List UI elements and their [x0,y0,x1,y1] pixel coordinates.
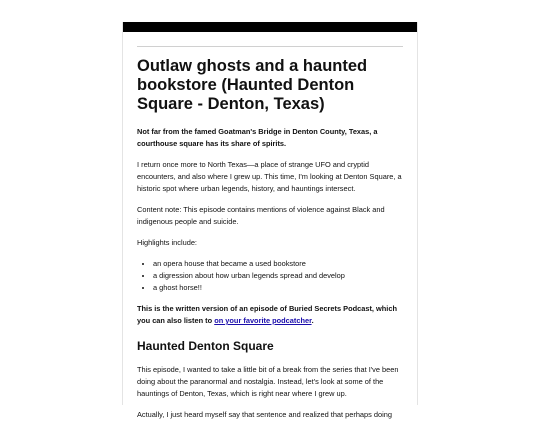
highlights-list [137,258,403,294]
section-heading: Haunted Denton Square [137,339,274,353]
header-bar [123,22,417,32]
highlights-label: Highlights include: [137,238,197,247]
podcatcher-link[interactable]: on your favorite podcatcher [214,316,312,325]
section-paragraph: Actually, I just heard myself say that sentence and realized that perhaps doing [137,410,392,419]
podcast-note-text: This is the written version of an episode of Buried Secrets Podcast, which you can also listen to [137,304,397,325]
divider [137,46,403,47]
intro-paragraph: I return once more to North Texas—a place of strange UFO and cryptid encounters, and also where I grew up. This time, I'm looking at Denton Square, a historic spot where urban legends, history, and hauntings intersect. [137,160,402,193]
list-item: • a digression about how urban legends spread and develop [153,270,403,282]
article-column [122,22,418,419]
article-title: Outlaw ghosts and a haunted bookstore (Haunted Denton Square - Denton, Texas) [137,57,368,113]
list-item: • an opera house that became a used bookstore [153,258,403,270]
article-lede: Not far from the famed Goatman's Bridge in Denton County, Texas, a courthouse square has its share of spirits. [137,127,378,148]
list-item: • a ghost horse!! [153,282,403,294]
podcast-note [137,303,403,327]
podcast-note-end: . [311,316,314,325]
section-paragraph: This episode, I wanted to take a little bit of a break from the series that I've been doing about the paranormal and nostalgia. Instead, let's look at some of the hauntings of Denton, Texas, which is right near where I grew up. [137,365,399,398]
article-content [123,46,417,421]
content-note: Content note: This episode contains mentions of violence against Black and indigenous people and suicide. [137,205,385,226]
